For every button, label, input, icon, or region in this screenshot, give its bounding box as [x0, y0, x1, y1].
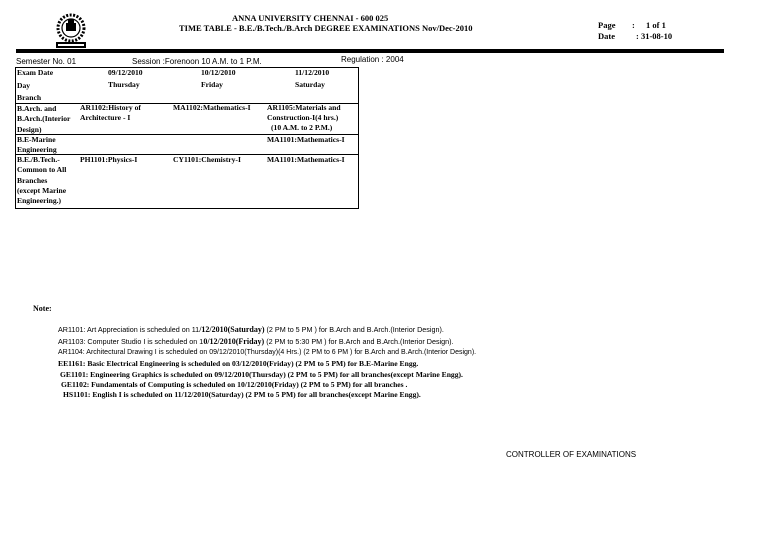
- branch-cell: Common to All: [17, 165, 67, 175]
- branch-cell: B.Arch. and: [17, 104, 57, 113]
- university-name: ANNA UNIVERSITY CHENNAI - 600 025: [232, 13, 389, 23]
- subject-line: Architecture - I: [80, 113, 131, 122]
- note-line: GE1102: Fundamentals of Computing is scheduled on 10/12/2010(Friday) (2 PM to 5 PM) for all branches .: [61, 380, 408, 389]
- university-logo-icon: [50, 13, 92, 50]
- page-label: Page: [598, 20, 616, 30]
- branch-label: Branch: [17, 93, 42, 102]
- semester-number: Semester No. 01: [16, 57, 77, 66]
- exam-date-2: 10/12/2010: [201, 68, 236, 77]
- table-row: [17, 104, 70, 135]
- document-title: TIME TABLE - B.E./B.Tech./B.Arch DEGREE EXAMINATIONS Nov/Dec-2010: [179, 23, 473, 33]
- regulation: Regulation : 2004: [341, 55, 404, 64]
- subject-line: AR1105:Materials and: [267, 103, 341, 112]
- branch-cell: Branches: [17, 175, 48, 185]
- header-rule: [16, 49, 724, 53]
- table-row: [17, 135, 57, 156]
- exam-day-3: Saturday: [295, 80, 325, 89]
- subject-cell: [173, 103, 251, 113]
- note-text: (2 PM to 5:30 PM ) for B.Arch and B.Arch.(Interior Design).: [264, 337, 454, 346]
- branch-cell: Engineering.): [17, 196, 62, 206]
- day-label: Day: [17, 81, 31, 90]
- table-row: [17, 155, 66, 206]
- page-colon: :: [632, 20, 635, 30]
- note-line: HS1101: English I is scheduled on 11/12/2010(Saturday) (2 PM to 5 PM) for all branches(except Marine Engg).: [63, 390, 421, 399]
- note-text: AR1103: Computer Studio I is scheduled on 1: [58, 337, 204, 346]
- note-line: [58, 325, 444, 334]
- note-text: (2 PM to 5 PM ) for B.Arch and B.Arch.(Interior Design).: [264, 325, 444, 334]
- exam-date-3: 11/12/2010: [295, 68, 330, 77]
- controller-signature: CONTROLLER OF EXAMINATIONS: [506, 450, 637, 459]
- subject-line: Construction-I(4 hrs.): [267, 113, 339, 122]
- subject-cell: [80, 103, 141, 123]
- subject-line: MA1102:Mathematics-I: [173, 103, 251, 112]
- note-date: 0/12/2010(Friday): [203, 337, 265, 346]
- exam-date-label: Exam Date: [17, 68, 54, 77]
- notes-heading: Note:: [33, 304, 52, 313]
- branch-cell: Design): [17, 124, 42, 134]
- note-line: GE1101: Engineering Graphics is scheduled on 09/12/2010(Thursday) (2 PM to 5 PM) for all branches(except Marine Engg).: [60, 370, 463, 379]
- date-value: : 31-08-10: [636, 31, 673, 41]
- subject-cell: CY1101:Chemistry-I: [173, 155, 241, 164]
- subject-line: (10 A.M. to 2 P.M.): [271, 123, 333, 132]
- subject-cell: MA1101:Mathematics-I: [267, 155, 345, 164]
- branch-cell: B.E./B.Tech.-: [17, 155, 60, 164]
- branch-cell: Engineering: [17, 145, 57, 155]
- subject-cell: [267, 103, 341, 133]
- note-line: [58, 337, 454, 346]
- note-date: /12/2010(Saturday): [199, 325, 265, 334]
- exam-date-1: 09/12/2010: [108, 68, 143, 77]
- session-time: Session :Forenoon 10 A.M. to 1 P.M.: [132, 57, 262, 66]
- exam-day-2: Friday: [201, 80, 223, 89]
- note-line: EE1161: Basic Electrical Engineering is scheduled on 03/12/2010(Friday) (2 PM to 5 PM) for B.E-Marine Engg.: [58, 359, 419, 368]
- subject-cell: MA1101:Mathematics-I: [267, 135, 345, 144]
- note-text: AR1101: Art Appreciation is scheduled on 11: [58, 325, 200, 334]
- date-label: Date: [598, 31, 615, 41]
- subject-cell: PH1101:Physics-I: [80, 155, 138, 164]
- page-number: 1 of 1: [646, 20, 666, 30]
- note-line: AR1104: Architectural Drawing I is scheduled on 09/12/2010(Thursday)(4 Hrs.) (2 PM to 6 PM ) for B.Arch and B.Arch.(Interior Design).: [58, 349, 477, 356]
- branch-cell: B.E-Marine: [17, 135, 56, 144]
- branch-cell: B.Arch.(Interior: [17, 114, 71, 124]
- subject-line: AR1102:History of: [80, 103, 141, 112]
- branch-cell: (except Marine: [17, 185, 67, 195]
- exam-day-1: Thursday: [108, 80, 140, 89]
